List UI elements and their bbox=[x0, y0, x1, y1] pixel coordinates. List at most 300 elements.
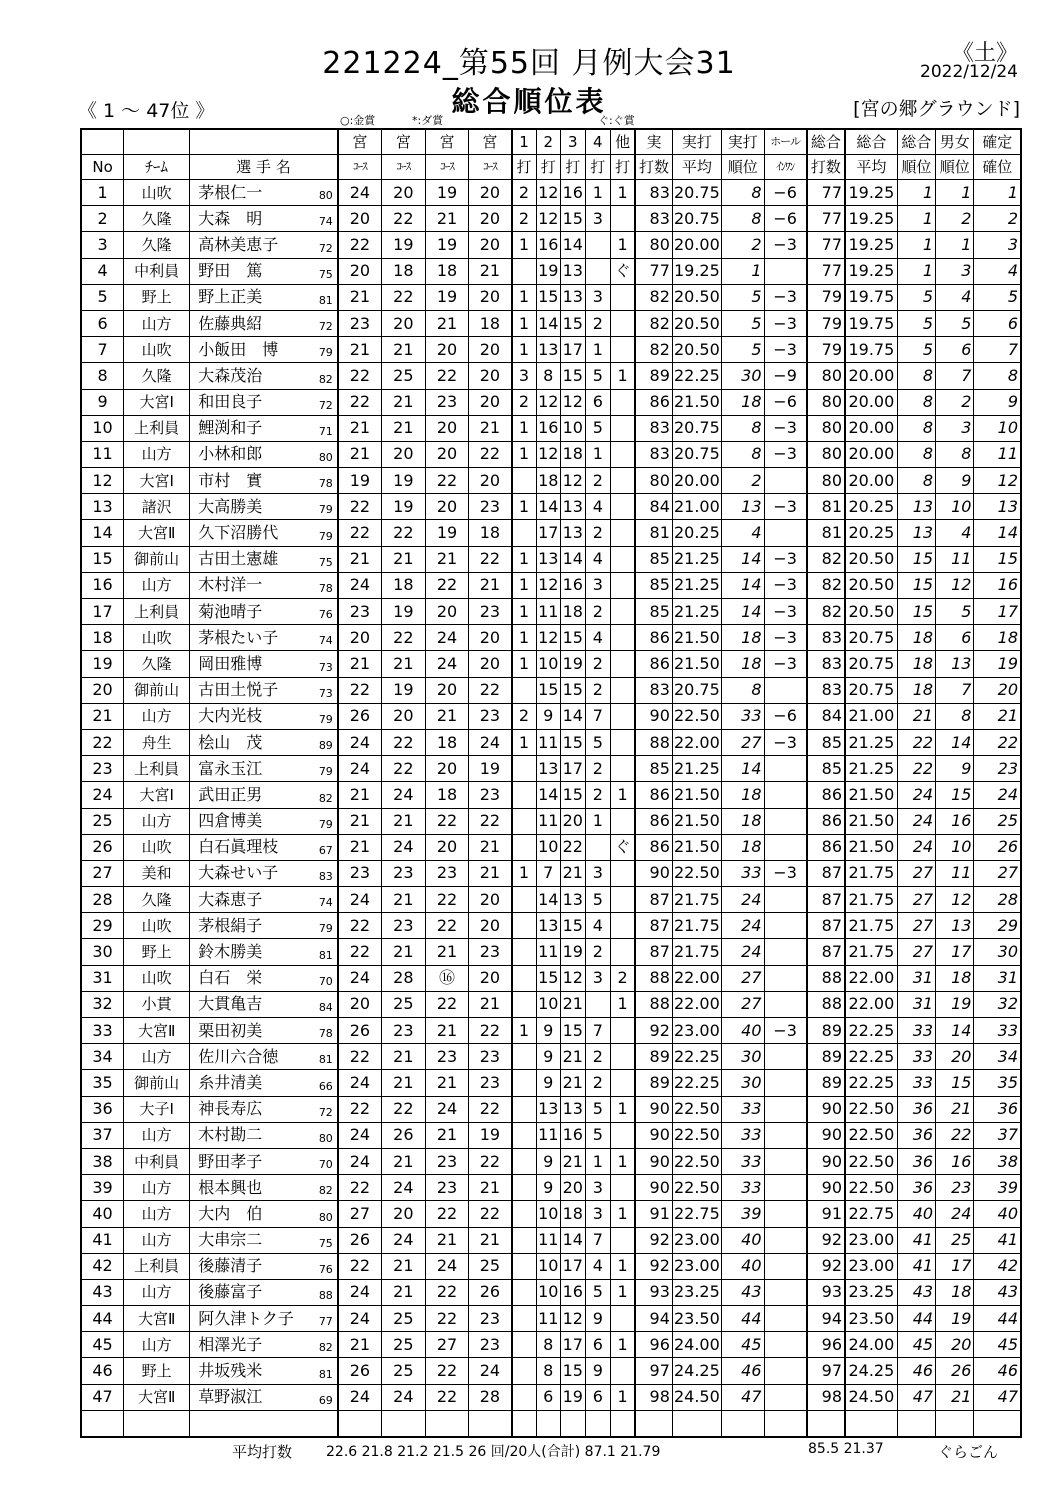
cell-actual-rank: 33 bbox=[721, 860, 764, 886]
player-name: 大串宗二 bbox=[198, 1230, 263, 1250]
cell-hole-1-strokes: 1 bbox=[512, 284, 537, 310]
cell-gender-rank: 9 bbox=[936, 468, 974, 494]
page-subtitle: 総合順位表 bbox=[451, 85, 607, 118]
cell-total-strokes: 96 bbox=[807, 1332, 845, 1358]
cell-actual-average: 24.25 bbox=[672, 1358, 721, 1384]
player-age: 72 bbox=[318, 1105, 333, 1119]
cell-total-average: 20.00 bbox=[845, 415, 897, 441]
cell-gender-rank: 18 bbox=[936, 1279, 974, 1305]
cell-actual-average: 20.75 bbox=[672, 441, 721, 467]
cell-hole-1-strokes bbox=[512, 258, 537, 284]
cell-course-4: 21 bbox=[469, 415, 512, 441]
header-cell-course-2: 宮 bbox=[382, 129, 426, 155]
player-age: 80 bbox=[318, 189, 333, 203]
cell-total-average: 20.50 bbox=[845, 599, 897, 625]
cell-actual-average: 22.50 bbox=[672, 860, 721, 886]
cell-actual-average: 22.25 bbox=[672, 363, 721, 389]
player-name: 後藤清子 bbox=[198, 1256, 263, 1276]
cell-actual-average: 20.50 bbox=[672, 310, 721, 336]
cell-hole-in-one bbox=[764, 887, 807, 913]
cell-hole-3-strokes: 16 bbox=[561, 1122, 586, 1148]
cell-gender-rank: 12 bbox=[936, 572, 974, 598]
cell-hole-3-strokes: 14 bbox=[561, 703, 586, 729]
cell-total-average: 20.00 bbox=[845, 389, 897, 415]
cell-hole-3-strokes: 13 bbox=[561, 284, 586, 310]
cell-total-average: 19.25 bbox=[845, 232, 897, 258]
cell-actual-rank: 47 bbox=[721, 1384, 764, 1410]
cell-gender-rank: 10 bbox=[936, 494, 974, 520]
cell-no: 15 bbox=[81, 546, 124, 572]
table-row bbox=[81, 677, 1021, 703]
cell-course-4: 21 bbox=[469, 258, 512, 284]
cell-hole-3-strokes: 17 bbox=[561, 337, 586, 363]
cell-final-rank: 2 bbox=[974, 206, 1021, 232]
cell-course-2: 21 bbox=[382, 546, 426, 572]
cell-course-1: 24 bbox=[338, 1148, 382, 1174]
cell-actual-average: 22.50 bbox=[672, 1096, 721, 1122]
cell-hole-3-strokes: 21 bbox=[561, 991, 586, 1017]
empty-cell bbox=[635, 1410, 672, 1437]
player-name: 大内 伯 bbox=[198, 1203, 263, 1223]
player-name: 佐藤典紹 bbox=[198, 313, 263, 333]
cell-no: 14 bbox=[81, 520, 124, 546]
cell-course-3: 19 bbox=[425, 232, 469, 258]
cell-total-rank: 33 bbox=[897, 1018, 935, 1044]
header-cell-hole-3-strokes: 3 bbox=[561, 129, 586, 155]
table-row bbox=[81, 572, 1021, 598]
cell-gender-rank: 23 bbox=[936, 1175, 974, 1201]
cell-hole-1-strokes bbox=[512, 1044, 537, 1070]
cell-course-4: 20 bbox=[469, 284, 512, 310]
cell-actual-rank: 2 bbox=[721, 232, 764, 258]
table-row bbox=[81, 1201, 1021, 1227]
cell-actual-average: 22.75 bbox=[672, 1201, 721, 1227]
cell-final-rank: 19 bbox=[974, 651, 1021, 677]
cell-team: 山方 bbox=[124, 310, 190, 336]
cell-team: 久隆 bbox=[124, 206, 190, 232]
cell-actual-rank: 44 bbox=[721, 1306, 764, 1332]
cell-final-rank: 35 bbox=[974, 1070, 1021, 1096]
cell-course-2: 21 bbox=[382, 415, 426, 441]
cell-no: 44 bbox=[81, 1306, 124, 1332]
cell-total-average: 19.75 bbox=[845, 284, 897, 310]
cell-hole-1-strokes bbox=[512, 991, 537, 1017]
cell-course-4: 22 bbox=[469, 1148, 512, 1174]
cell-team: 諸沢 bbox=[124, 494, 190, 520]
cell-course-3: 22 bbox=[425, 1279, 469, 1305]
cell-course-2: 25 bbox=[382, 1358, 426, 1384]
cell-hole-4-strokes: 1 bbox=[585, 180, 611, 206]
player-name: 久下沼勝代 bbox=[198, 523, 279, 543]
cell-total-strokes: 80 bbox=[807, 441, 845, 467]
cell-hole-1-strokes bbox=[512, 808, 537, 834]
cell-actual-rank: 1 bbox=[721, 258, 764, 284]
cell-total-average: 19.25 bbox=[845, 258, 897, 284]
cell-course-2: 19 bbox=[382, 232, 426, 258]
cell-course-1: 22 bbox=[338, 677, 382, 703]
table-row bbox=[81, 1044, 1021, 1070]
cell-total-strokes: 84 bbox=[807, 703, 845, 729]
cell-actual-rank: 5 bbox=[721, 284, 764, 310]
cell-actual-rank: 24 bbox=[721, 887, 764, 913]
cell-hole-2-strokes: 17 bbox=[536, 520, 561, 546]
cell-course-4: 20 bbox=[469, 232, 512, 258]
cell-total-average: 23.25 bbox=[845, 1279, 897, 1305]
header-cell-other-strokes: 打 bbox=[611, 155, 636, 180]
cell-team: 山吹 bbox=[124, 337, 190, 363]
cell-other-strokes bbox=[611, 284, 636, 310]
header-cell-no bbox=[81, 129, 124, 155]
cell-hole-in-one bbox=[764, 1332, 807, 1358]
cell-course-3: 19 bbox=[425, 284, 469, 310]
cell-hole-in-one: −3 bbox=[764, 572, 807, 598]
player-age: 75 bbox=[318, 1236, 333, 1250]
cell-total-rank: 33 bbox=[897, 1070, 935, 1096]
cell-final-rank: 16 bbox=[974, 572, 1021, 598]
player-name: 佐川六合徳 bbox=[198, 1046, 279, 1066]
cell-no: 45 bbox=[81, 1332, 124, 1358]
cell-course-4: 20 bbox=[469, 337, 512, 363]
cell-course-2: 26 bbox=[382, 1122, 426, 1148]
cell-actual-average: 21.25 bbox=[672, 756, 721, 782]
cell-no: 46 bbox=[81, 1358, 124, 1384]
cell-actual-strokes: 83 bbox=[635, 677, 672, 703]
player-age: 80 bbox=[318, 451, 333, 465]
cell-actual-rank: 14 bbox=[721, 572, 764, 598]
cell-hole-in-one: −3 bbox=[764, 860, 807, 886]
cell-hole-in-one: −3 bbox=[764, 310, 807, 336]
cell-total-average: 20.75 bbox=[845, 625, 897, 651]
player-age: 81 bbox=[318, 948, 333, 962]
cell-hole-4-strokes: 2 bbox=[585, 310, 611, 336]
cell-hole-2-strokes: 11 bbox=[536, 939, 561, 965]
cell-other-strokes bbox=[611, 494, 636, 520]
table-row bbox=[81, 258, 1021, 284]
cell-course-1: 20 bbox=[338, 206, 382, 232]
player-age: 79 bbox=[318, 817, 333, 831]
cell-no: 43 bbox=[81, 1279, 124, 1305]
cell-hole-in-one bbox=[764, 1201, 807, 1227]
cell-hole-4-strokes: 2 bbox=[585, 1070, 611, 1096]
cell-player-name bbox=[190, 284, 338, 310]
cell-hole-in-one bbox=[764, 1227, 807, 1253]
cell-total-rank: 1 bbox=[897, 180, 935, 206]
cell-hole-2-strokes: 18 bbox=[536, 468, 561, 494]
empty-row bbox=[81, 1410, 1021, 1437]
cell-hole-4-strokes: 2 bbox=[585, 677, 611, 703]
cell-course-1: 22 bbox=[338, 389, 382, 415]
cell-course-3: 20 bbox=[425, 599, 469, 625]
cell-hole-3-strokes: 12 bbox=[561, 1306, 586, 1332]
cell-course-1: 24 bbox=[338, 1384, 382, 1410]
cell-other-strokes: 1 bbox=[611, 1253, 636, 1279]
cell-course-3: 21 bbox=[425, 206, 469, 232]
cell-total-average: 20.75 bbox=[845, 651, 897, 677]
player-name: 栗田初美 bbox=[198, 1020, 263, 1040]
cell-hole-1-strokes bbox=[512, 965, 537, 991]
table-row bbox=[81, 599, 1021, 625]
cell-actual-rank: 40 bbox=[721, 1018, 764, 1044]
cell-hole-1-strokes: 1 bbox=[512, 546, 537, 572]
cell-total-rank: 36 bbox=[897, 1175, 935, 1201]
cell-total-strokes: 92 bbox=[807, 1227, 845, 1253]
cell-total-rank: 18 bbox=[897, 677, 935, 703]
player-name: 神長寿広 bbox=[198, 1099, 263, 1119]
cell-hole-1-strokes bbox=[512, 1332, 537, 1358]
cell-course-2: 23 bbox=[382, 860, 426, 886]
cell-actual-rank: 14 bbox=[721, 546, 764, 572]
empty-cell bbox=[561, 1410, 586, 1437]
cell-actual-strokes: 85 bbox=[635, 546, 672, 572]
cell-course-2: 23 bbox=[382, 1018, 426, 1044]
cell-hole-2-strokes: 10 bbox=[536, 1253, 561, 1279]
cell-hole-4-strokes: 5 bbox=[585, 1279, 611, 1305]
cell-hole-in-one bbox=[764, 1358, 807, 1384]
cell-player-name bbox=[190, 887, 338, 913]
table-row bbox=[81, 703, 1021, 729]
cell-total-average: 21.50 bbox=[845, 808, 897, 834]
player-name: 大森 明 bbox=[198, 208, 263, 228]
cell-total-strokes: 77 bbox=[807, 258, 845, 284]
cell-course-4: 19 bbox=[469, 1122, 512, 1148]
cell-team: 久隆 bbox=[124, 887, 190, 913]
cell-course-3: ⑯ bbox=[425, 965, 469, 991]
cell-course-4: 25 bbox=[469, 1253, 512, 1279]
cell-team: 舟生 bbox=[124, 729, 190, 755]
cell-actual-strokes: 83 bbox=[635, 206, 672, 232]
weekday-label: 《土》 bbox=[951, 41, 1018, 66]
cell-course-1: 21 bbox=[338, 415, 382, 441]
cell-other-strokes bbox=[611, 206, 636, 232]
cell-total-rank: 27 bbox=[897, 887, 935, 913]
cell-player-name bbox=[190, 1175, 338, 1201]
cell-hole-3-strokes: 13 bbox=[561, 1096, 586, 1122]
header-cell-hole-in-one: ｲﾝﾜﾝ bbox=[764, 155, 807, 180]
cell-actual-average: 21.75 bbox=[672, 887, 721, 913]
cell-hole-4-strokes: 9 bbox=[585, 1306, 611, 1332]
cell-hole-3-strokes: 19 bbox=[561, 651, 586, 677]
cell-team: 山吹 bbox=[124, 913, 190, 939]
header-cell-actual-strokes: 打数 bbox=[635, 155, 672, 180]
header-cell-course-2: ｺｰｽ bbox=[382, 155, 426, 180]
header-cell-total-rank: 順位 bbox=[897, 155, 935, 180]
cell-actual-average: 21.50 bbox=[672, 625, 721, 651]
table-row bbox=[81, 782, 1021, 808]
cell-hole-in-one: −3 bbox=[764, 284, 807, 310]
cell-course-2: 28 bbox=[382, 965, 426, 991]
cell-actual-average: 21.75 bbox=[672, 913, 721, 939]
cell-team: 上利員 bbox=[124, 1253, 190, 1279]
player-name: 小飯田 博 bbox=[198, 339, 279, 359]
cell-other-strokes bbox=[611, 441, 636, 467]
cell-course-4: 21 bbox=[469, 834, 512, 860]
cell-hole-3-strokes: 21 bbox=[561, 1070, 586, 1096]
cell-course-1: 24 bbox=[338, 1306, 382, 1332]
cell-total-strokes: 83 bbox=[807, 625, 845, 651]
cell-course-1: 24 bbox=[338, 180, 382, 206]
cell-player-name bbox=[190, 180, 338, 206]
cell-course-2: 22 bbox=[382, 729, 426, 755]
cell-hole-1-strokes: 1 bbox=[512, 1018, 537, 1044]
cell-player-name bbox=[190, 808, 338, 834]
cell-hole-2-strokes: 19 bbox=[536, 258, 561, 284]
cell-hole-in-one bbox=[764, 808, 807, 834]
cell-no: 33 bbox=[81, 1018, 124, 1044]
cell-actual-strokes: 80 bbox=[635, 468, 672, 494]
cell-hole-4-strokes: 4 bbox=[585, 546, 611, 572]
cell-gender-rank: 19 bbox=[936, 1306, 974, 1332]
date-label: 2022/12/24 bbox=[920, 62, 1018, 82]
cell-course-2: 21 bbox=[382, 939, 426, 965]
cell-hole-1-strokes: 1 bbox=[512, 494, 537, 520]
cell-course-4: 21 bbox=[469, 572, 512, 598]
cell-hole-1-strokes bbox=[512, 887, 537, 913]
player-name: 大高勝美 bbox=[198, 496, 263, 516]
cell-course-1: 24 bbox=[338, 1279, 382, 1305]
cell-other-strokes bbox=[611, 1306, 636, 1332]
cell-course-1: 22 bbox=[338, 520, 382, 546]
cell-course-4: 22 bbox=[469, 1096, 512, 1122]
cell-hole-2-strokes: 9 bbox=[536, 1044, 561, 1070]
cell-hole-2-strokes: 11 bbox=[536, 1306, 561, 1332]
cell-total-strokes: 91 bbox=[807, 1201, 845, 1227]
cell-hole-in-one bbox=[764, 1096, 807, 1122]
cell-course-3: 18 bbox=[425, 782, 469, 808]
cell-hole-4-strokes: 1 bbox=[585, 808, 611, 834]
cell-hole-1-strokes bbox=[512, 1358, 537, 1384]
cell-course-1: 26 bbox=[338, 1358, 382, 1384]
header-cell-total-strokes: 打数 bbox=[807, 155, 845, 180]
cell-course-4: 18 bbox=[469, 310, 512, 336]
cell-total-average: 19.25 bbox=[845, 180, 897, 206]
cell-other-strokes bbox=[611, 468, 636, 494]
cell-total-average: 21.50 bbox=[845, 782, 897, 808]
cell-course-3: 24 bbox=[425, 1253, 469, 1279]
cell-total-strokes: 89 bbox=[807, 1018, 845, 1044]
cell-actual-average: 21.75 bbox=[672, 939, 721, 965]
cell-hole-4-strokes: 5 bbox=[585, 887, 611, 913]
cell-gender-rank: 25 bbox=[936, 1227, 974, 1253]
cell-team: 山方 bbox=[124, 703, 190, 729]
cell-total-strokes: 87 bbox=[807, 887, 845, 913]
cell-actual-rank: 8 bbox=[721, 441, 764, 467]
cell-hole-2-strokes: 12 bbox=[536, 441, 561, 467]
cell-gender-rank: 21 bbox=[936, 1096, 974, 1122]
cell-course-2: 20 bbox=[382, 310, 426, 336]
cell-team: 小貫 bbox=[124, 991, 190, 1017]
table-row bbox=[81, 625, 1021, 651]
cell-hole-2-strokes: 16 bbox=[536, 415, 561, 441]
cell-total-rank: 24 bbox=[897, 782, 935, 808]
player-age: 82 bbox=[318, 1184, 333, 1198]
cell-course-2: 21 bbox=[382, 337, 426, 363]
table-row bbox=[81, 1279, 1021, 1305]
cell-no: 27 bbox=[81, 860, 124, 886]
cell-total-strokes: 90 bbox=[807, 1148, 845, 1174]
cell-player-name bbox=[190, 206, 338, 232]
cell-player-name bbox=[190, 677, 338, 703]
cell-course-3: 21 bbox=[425, 1227, 469, 1253]
cell-course-1: 24 bbox=[338, 1070, 382, 1096]
player-age: 89 bbox=[318, 739, 333, 753]
cell-course-1: 23 bbox=[338, 310, 382, 336]
player-name: 糸井清美 bbox=[198, 1072, 263, 1092]
cell-total-average: 23.00 bbox=[845, 1227, 897, 1253]
cell-no: 39 bbox=[81, 1175, 124, 1201]
cell-team: 中利員 bbox=[124, 258, 190, 284]
cell-hole-2-strokes: 9 bbox=[536, 1175, 561, 1201]
cell-final-rank: 33 bbox=[974, 1018, 1021, 1044]
cell-total-average: 21.00 bbox=[845, 703, 897, 729]
cell-course-3: 20 bbox=[425, 756, 469, 782]
cell-course-2: 21 bbox=[382, 1070, 426, 1096]
cell-player-name bbox=[190, 651, 338, 677]
cell-course-3: 21 bbox=[425, 1122, 469, 1148]
cell-total-average: 22.25 bbox=[845, 1044, 897, 1070]
cell-final-rank: 46 bbox=[974, 1358, 1021, 1384]
cell-total-rank: 13 bbox=[897, 494, 935, 520]
cell-course-2: 21 bbox=[382, 1279, 426, 1305]
cell-hole-2-strokes: 8 bbox=[536, 1332, 561, 1358]
cell-total-average: 23.50 bbox=[845, 1306, 897, 1332]
cell-team: 上利員 bbox=[124, 415, 190, 441]
cell-course-3: 23 bbox=[425, 860, 469, 886]
cell-hole-in-one bbox=[764, 1306, 807, 1332]
cell-team: 山方 bbox=[124, 1201, 190, 1227]
cell-actual-average: 23.00 bbox=[672, 1227, 721, 1253]
cell-course-3: 20 bbox=[425, 834, 469, 860]
cell-no: 19 bbox=[81, 651, 124, 677]
cell-hole-1-strokes bbox=[512, 1070, 537, 1096]
cell-actual-average: 20.00 bbox=[672, 232, 721, 258]
cell-course-2: 25 bbox=[382, 1332, 426, 1358]
cell-final-rank: 6 bbox=[974, 310, 1021, 336]
cell-course-2: 21 bbox=[382, 1253, 426, 1279]
cell-team: 御前山 bbox=[124, 1070, 190, 1096]
cell-total-average: 21.25 bbox=[845, 756, 897, 782]
cell-final-rank: 20 bbox=[974, 677, 1021, 703]
empty-cell bbox=[936, 1410, 974, 1437]
cell-no: 38 bbox=[81, 1148, 124, 1174]
cell-total-rank: 5 bbox=[897, 284, 935, 310]
cell-actual-strokes: 86 bbox=[635, 834, 672, 860]
cell-no: 12 bbox=[81, 468, 124, 494]
cell-other-strokes: 1 bbox=[611, 1096, 636, 1122]
cell-actual-strokes: 92 bbox=[635, 1253, 672, 1279]
cell-actual-rank: 4 bbox=[721, 520, 764, 546]
table-row bbox=[81, 520, 1021, 546]
header-cell-course-4: 宮 bbox=[469, 129, 512, 155]
cell-course-4: 21 bbox=[469, 991, 512, 1017]
cell-actual-average: 23.00 bbox=[672, 1018, 721, 1044]
cell-course-2: 23 bbox=[382, 913, 426, 939]
cell-gender-rank: 22 bbox=[936, 1122, 974, 1148]
cell-hole-1-strokes bbox=[512, 677, 537, 703]
cell-hole-3-strokes: 18 bbox=[561, 1201, 586, 1227]
table-row bbox=[81, 389, 1021, 415]
cell-course-1: 26 bbox=[338, 1018, 382, 1044]
cell-total-average: 24.50 bbox=[845, 1384, 897, 1410]
cell-player-name bbox=[190, 1306, 338, 1332]
table-row bbox=[81, 965, 1021, 991]
cell-gender-rank: 21 bbox=[936, 1384, 974, 1410]
cell-course-3: 22 bbox=[425, 887, 469, 913]
cell-course-1: 21 bbox=[338, 1332, 382, 1358]
cell-actual-strokes: 81 bbox=[635, 520, 672, 546]
cell-total-average: 21.50 bbox=[845, 834, 897, 860]
cell-course-4: 28 bbox=[469, 1384, 512, 1410]
cell-player-name bbox=[190, 494, 338, 520]
